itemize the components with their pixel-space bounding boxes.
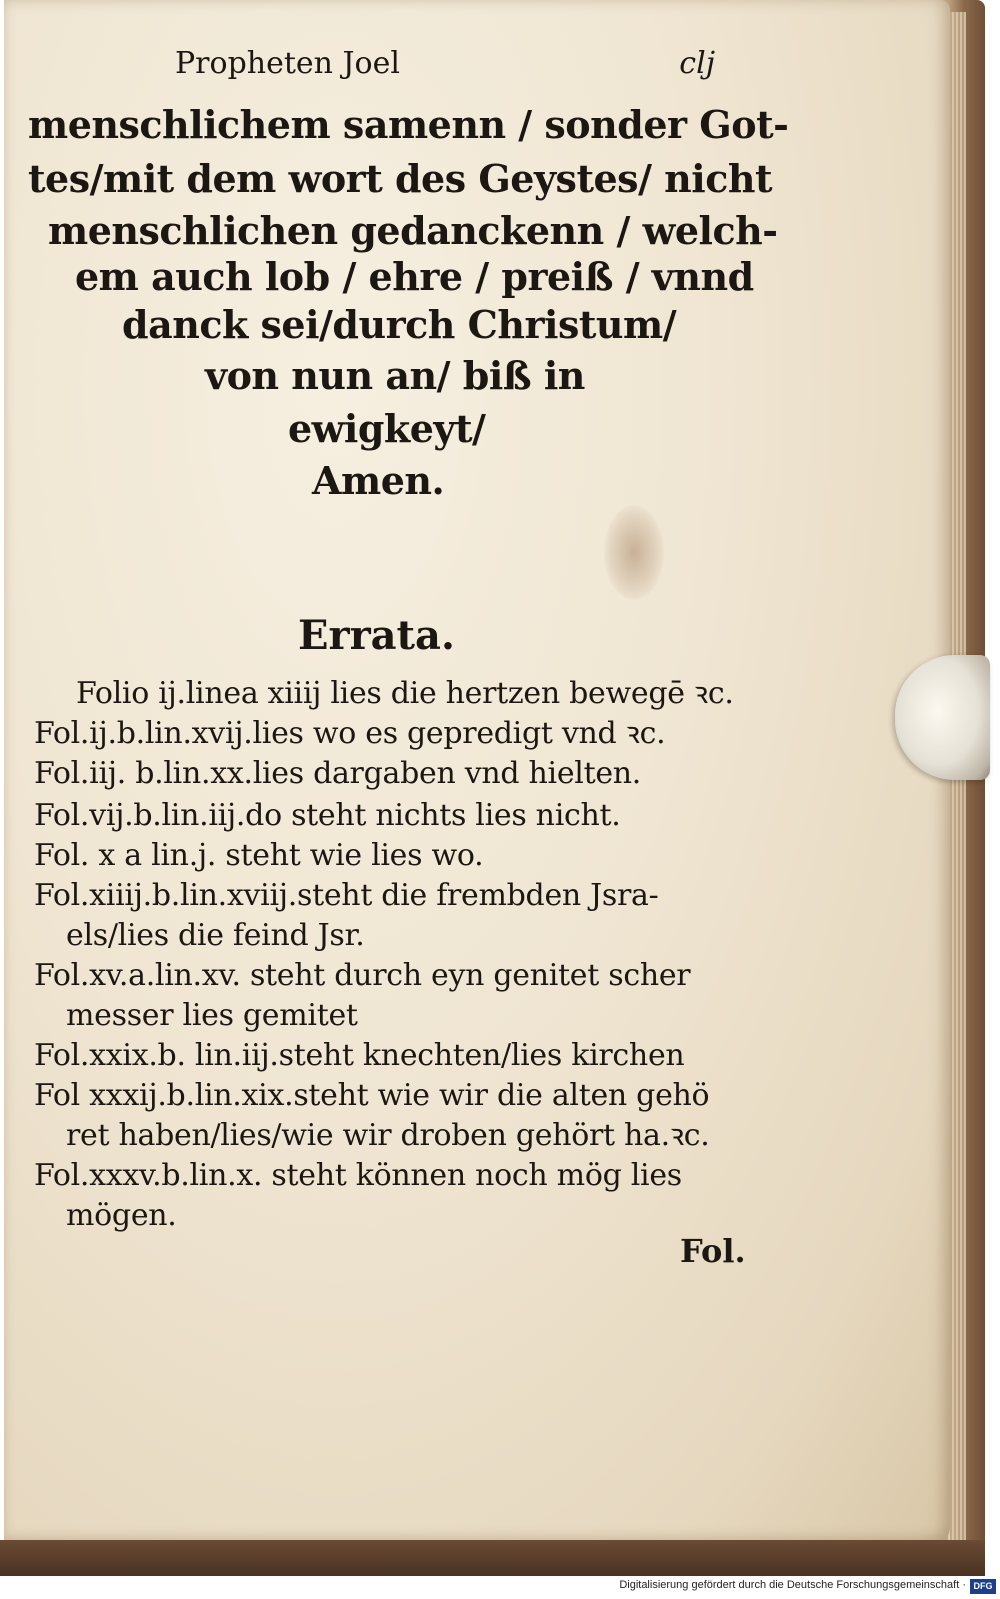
body-line: em auch lob / ehre / preiß / vnnd [75, 254, 754, 299]
errata-line: els/lies die feind Jsr. [66, 918, 365, 953]
errata-line: mögen. [66, 1198, 177, 1233]
errata-line: Fol.xv.a.lin.xv. steht durch eyn genitet scher [34, 958, 691, 993]
errata-heading: Errata. [298, 612, 455, 659]
errata-line: ret haben/lies/wie wir droben gehört ha.ꝛc. [66, 1118, 710, 1153]
funding-credit: Digitalisierung gefördert durch die Deutsche Forschungsgemeinschaft · [619, 1579, 966, 1591]
body-line: tes/mit dem wort des Geystes/ nicht [28, 156, 773, 201]
body-line: menschlichen gedanckenn / welch- [48, 208, 778, 253]
running-head-title: Propheten Joel [175, 46, 400, 81]
dfg-logo: DFG [970, 1579, 996, 1594]
body-line: menschlichem samenn / sonder Got- [28, 102, 789, 147]
footer-bar [0, 1576, 1000, 1599]
errata-line: Fol.ij.b.lin.xvij.lies wo es gepredigt vnd ꝛc. [34, 716, 666, 751]
errata-line: Fol.vij.b.lin.iij.do steht nichts lies nicht. [34, 798, 621, 833]
errata-line: Fol. x a lin.j. steht wie lies wo. [34, 838, 484, 873]
folio-number: clj [679, 46, 715, 81]
running-head [175, 46, 715, 90]
errata-line: Fol.xxix.b. lin.iij.steht knechten/lies kirchen [34, 1038, 685, 1073]
body-line: danck sei/durch Christum/ [122, 302, 677, 347]
errata-line: Fol.iij. b.lin.xx.lies dargaben vnd hielten. [34, 756, 642, 791]
errata-line: Folio ij.linea xiiij lies die hertzen bewegē ꝛc. [76, 676, 734, 711]
errata-line: Fol xxxij.b.lin.xix.steht wie wir die alten gehö [34, 1078, 710, 1113]
book-bottom-edge [0, 1540, 985, 1576]
catchword: Fol. [680, 1232, 746, 1270]
body-line: Amen. [312, 458, 445, 503]
errata-line: Fol.xxxv.b.lin.x. steht können noch mög lies [34, 1158, 682, 1193]
body-line: ewigkeyt/ [288, 406, 486, 451]
body-line: von nun an/ biß in [205, 353, 585, 398]
errata-line: messer lies gemitet [66, 998, 358, 1033]
errata-line: Fol.xiiij.b.lin.xviij.steht die frembden Jsra- [34, 878, 659, 913]
